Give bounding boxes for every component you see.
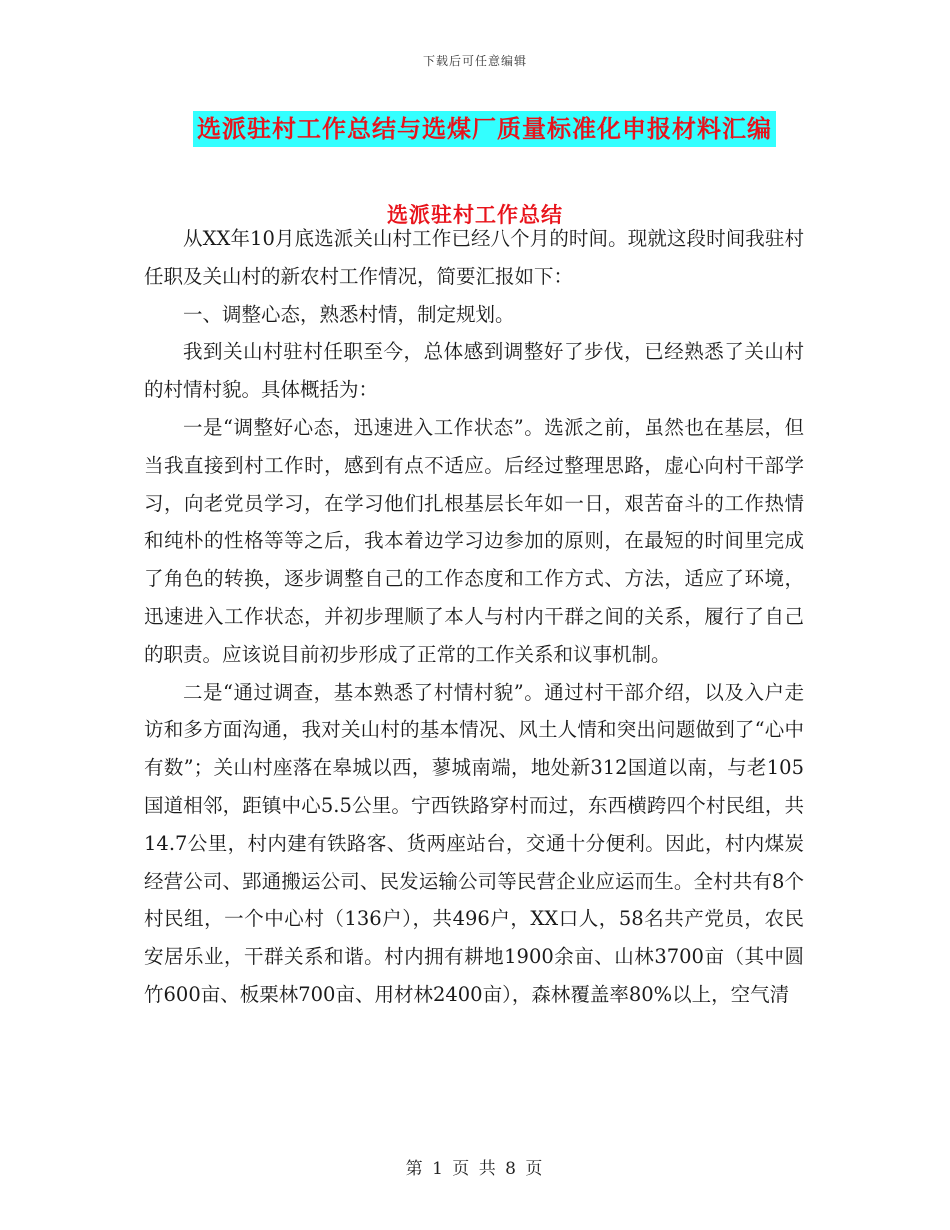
section-title: 选派驻村工作总结 [387, 202, 563, 227]
paragraph-heading-one: 一、调整心态，熟悉村情，制定规划。 [183, 302, 515, 326]
paragraph-point-one: 一是“调整好心态，迅速进入工作状态”。选派之前，虽然也在基层，但当我直接到村工作时，感到有点不适应。后经过整理思路，虚心向村干部学习，向老党员学习，在学习他们扎根基层长年如一日，艰苦奋斗的工作热情和纯朴的性格等等之后，我本着边学习边参加的原则，在最短的时间里完成了角色的转换，逐步调整自己的工作态度和工作方式、方法，适应了环境，迅速进入工作状态，并初步理顺了本人与村内干群之间的关系，履行了自己的职责。应该说目前初步形成了正常的工作关系和议事机制。 [144, 415, 804, 666]
paragraph-point-two: 二是“通过调查，基本熟悉了村情村貌”。通过村干部介绍，以及入户走访和多方面沟通，我对关山村的基本情况、风土人情和突出问题做到了“心中有数”；关山村座落在皋城以西，蓼城南端，地处新312国道以南，与老105国道相邻，距镇中心5.5公里。宁西铁路穿村而过，东西横跨四个村民组，共14.7公里，村内建有铁路客、货两座站台，交通十分便利。因此，村内煤炭经营公司、郢通搬运公司、民发运输公司等民营企业应运而生。全村共有8个村民组，一个中心村（136户），共496户，XX口人，58名共产党员，农民安居乐业，干群关系和谐。村内拥有耕地1900余亩、山林3700亩（其中圆竹600亩、板栗林700亩、用材林2400亩），森林覆盖率80%以上，空气清 [144, 680, 804, 1006]
paragraph-overview: 我到关山村驻村任职至今，总体感到调整好了步伐，已经熟悉了关山村的村情村貌。具体概括为： [144, 340, 804, 402]
document-title: 选派驻村工作总结与选煤厂质量标准化申报材料汇编 [193, 111, 776, 147]
page-number: 第 1 页 共 8 页 [405, 1159, 545, 1179]
document-body [144, 220, 804, 1014]
page-header-note: 下载后可任意编辑 [422, 54, 527, 68]
paragraph-intro: 从XX年10月底选派关山村工作已经八个月的时间。现就这段时间我驻村任职及关山村的新农村工作情况，简要汇报如下： [144, 227, 804, 288]
